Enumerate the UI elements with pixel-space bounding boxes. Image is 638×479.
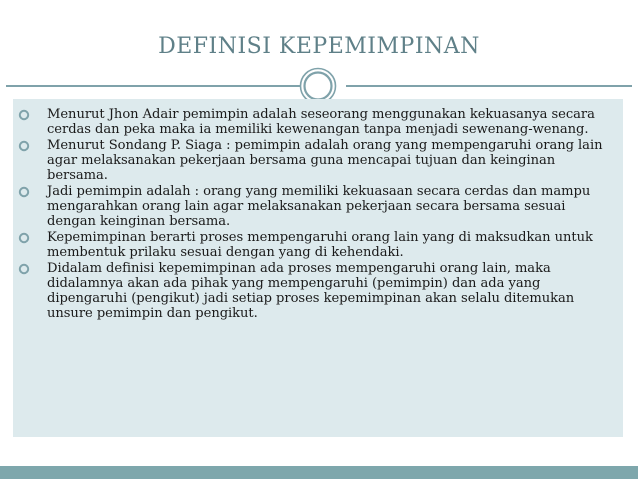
circle-bullet-icon [17, 262, 31, 276]
list-item [13, 261, 617, 321]
list-item-text: Menurut Jhon Adair pemimpin adalah seseorang menggunakan kekuasanya secara cerdas dan peka maka ia memiliki kewenangan tanpa menjadi sewenang-wenang. [47, 107, 595, 137]
list-item [13, 230, 617, 260]
circle-bullet-icon [17, 108, 31, 122]
bullet-list [13, 99, 623, 321]
content-panel [13, 99, 623, 437]
list-item-text: Jadi pemimpin adalah : orang yang memiliki kekuasaan secara cerdas dan mampu mengarahkan orang lain agar melaksanakan pekerjaan secara bersama sesuai dengan keinginan bersama. [47, 184, 591, 229]
list-item-text: Didalam definisi kepemimpinan ada proses mempengaruhi orang lain, maka didalamnya akan ada pihak yang mempengaruhi (pemimpin) dan ada yang dipengaruhi (pengikut) jadi setiap proses kepemimpinan akan selalu ditemukan unsure pemimpin dan pengikut. [47, 261, 575, 321]
slide-title: DEFINISI KEPEMIMPINAN [158, 34, 480, 59]
circle-bullet-icon [17, 231, 31, 245]
circle-bullet-icon [17, 139, 31, 153]
list-item [13, 138, 617, 183]
list-item-text: Menurut Sondang P. Siaga : pemimpin adalah orang yang mempengaruhi orang lain agar melaksanakan pekerjaan bersama guna mencapai tujuan dan keinginan bersama. [47, 138, 603, 183]
list-item [13, 184, 617, 229]
divider-line-left [6, 85, 300, 87]
circle-bullet-icon [17, 185, 31, 199]
list-item-text: Kepemimpinan berarti proses mempengaruhi orang lain yang di maksudkan untuk membentuk prilaku sesuai dengan yang di kehendaki. [47, 230, 593, 260]
list-item [13, 107, 617, 137]
bottom-accent-bar [0, 466, 638, 479]
divider-line-right [346, 85, 632, 87]
